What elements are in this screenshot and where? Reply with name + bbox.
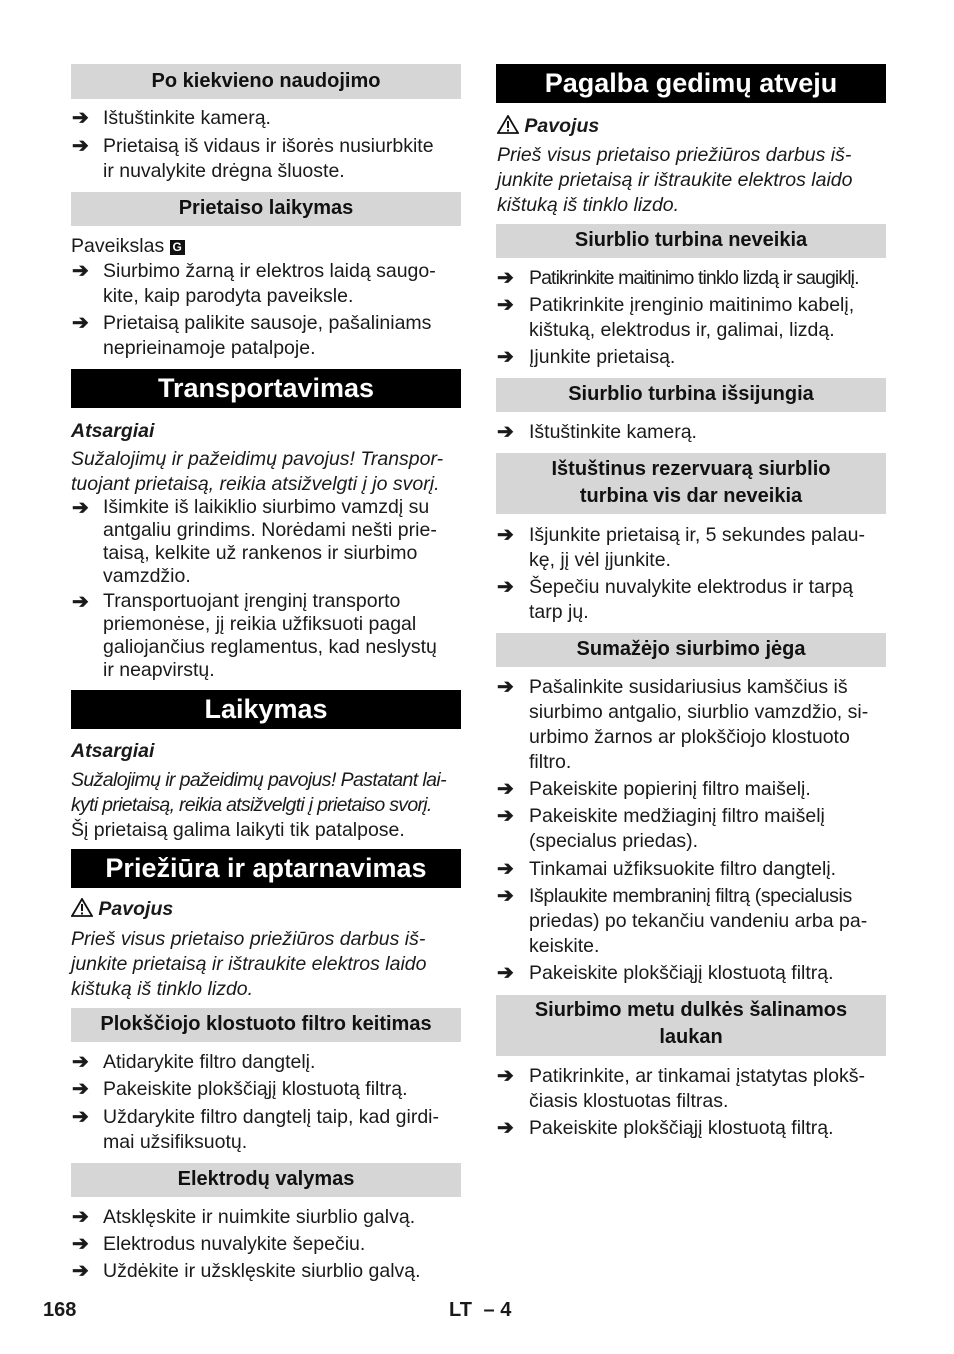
- list-item: Transportuojant įrenginį transporto: [103, 590, 401, 612]
- heading-still-not-working: Ištuštinus rezervuarą siurblio turbina vis dar neveikia: [496, 453, 886, 514]
- arrow-right-icon: ➔: [497, 676, 514, 698]
- warning-text: junkite prietaisą ir ištraukite elektros laido: [497, 169, 853, 191]
- heading-keeping: Laikymas: [71, 690, 461, 729]
- arrow-right-icon: ➔: [497, 576, 514, 598]
- arrow-right-icon: ➔: [497, 1065, 514, 1087]
- list-item: Pakeiskite plokščiąjį klostuotą filtrą.: [103, 1078, 408, 1100]
- arrow-right-icon: ➔: [72, 1260, 89, 1282]
- arrow-right-icon: ➔: [497, 294, 514, 316]
- list-item: Pakeiskite plokščiąjį klostuotą filtrą.: [529, 962, 834, 984]
- arrow-right-icon: ➔: [72, 1233, 89, 1255]
- list-item: Patikrinkite maitinimo tinklo lizdą ir saugiklį.: [529, 267, 859, 289]
- arrow-right-icon: ➔: [72, 1106, 89, 1128]
- list-item: neprieinamoje patalpoje.: [103, 337, 316, 359]
- list-item: urbimo žarnos ar plokščiojo klostuoto: [529, 726, 850, 748]
- footer-label: [449, 1298, 511, 1323]
- list-item: priemonėse, jį reikia užfiksuoti pagal: [103, 613, 417, 635]
- list-item: antgaliu grindims. Norėdami nešti prie-: [103, 519, 437, 541]
- heading-suction-reduced: Sumažėjo siurbimo jėga: [496, 633, 886, 667]
- list-item: filtro.: [529, 751, 572, 773]
- arrow-right-icon: ➔: [497, 267, 514, 289]
- list-item: Atsklęskite ir nuimkite siurblio galvą.: [103, 1206, 416, 1228]
- arrow-right-icon: ➔: [72, 497, 89, 519]
- warning-text: Sužalojimų ir pažeidimų pavojus! Transpor-: [71, 448, 444, 470]
- figure-label: Paveikslas: [71, 235, 165, 257]
- danger-label: Pavojus: [71, 897, 173, 922]
- heading-after-use: Po kiekvieno naudojimo: [71, 64, 461, 99]
- warning-text: kištuką iš tinklo lizdo.: [497, 194, 680, 216]
- arrow-right-icon: ➔: [72, 312, 89, 334]
- arrow-right-icon: ➔: [72, 260, 89, 282]
- arrow-right-icon: ➔: [72, 1206, 89, 1228]
- arrow-right-icon: ➔: [72, 1051, 89, 1073]
- warning-text: Prieš visus prietaiso priežiūros darbus iš-: [71, 928, 426, 950]
- caution-label: Atsargiai: [71, 420, 155, 442]
- footer-lang: LT: [449, 1299, 472, 1321]
- list-item: Ištuštinkite kamerą.: [529, 421, 697, 443]
- arrow-right-icon: ➔: [72, 591, 89, 613]
- list-item: Šepečiu nuvalykite elektrodus ir tarpą: [529, 576, 854, 598]
- list-item: Ištuštinkite kamerą.: [103, 107, 271, 129]
- arrow-right-icon: ➔: [497, 778, 514, 800]
- list-item: (specialus priedas).: [529, 830, 699, 852]
- list-item: Prietaisą palikite sausoje, pašaliniams: [103, 312, 432, 334]
- list-item: Įjunkite prietaisą.: [529, 346, 676, 368]
- heading-turbine-off: Siurblio turbina išsijungia: [496, 378, 886, 412]
- heading-filter-change: Plokščiojo klostuoto filtro keitimas: [71, 1008, 461, 1042]
- list-item: Išjunkite prietaisą ir, 5 sekundes palau-: [529, 524, 866, 546]
- list-item: Išimkite iš laikiklio siurbimo vamzdį su: [103, 496, 430, 518]
- list-item: siurbimo antgalio, siurblio vamzdžio, si-: [529, 701, 869, 723]
- list-item: Išplaukite membraninį filtrą (specialusis: [529, 885, 852, 907]
- figure-letter-badge: G: [170, 240, 185, 255]
- list-item: keiskite.: [529, 935, 600, 957]
- warning-triangle-icon: [71, 898, 93, 917]
- list-item: Uždarykite filtro dangtelį taip, kad girdi-: [103, 1106, 439, 1128]
- heading-dust-out: Siurbimo metu dulkės šalinamos laukan: [496, 995, 886, 1056]
- list-item: Atidarykite filtro dangtelį.: [103, 1051, 316, 1073]
- list-item: Elektrodus nuvalykite šepečiu.: [103, 1233, 366, 1255]
- warning-text: tuojant prietaisą, reikia atsižvelgti į jo svorį.: [71, 473, 440, 495]
- list-item: Prietaisą iš vidaus ir išorės nusiurbkite: [103, 135, 434, 157]
- heading-electrodes: Elektrodų valymas: [71, 1163, 461, 1197]
- list-item: kite, kaip parodyta paveiksle.: [103, 285, 354, 307]
- list-item: Patikrinkite įrenginio maitinimo kabelį,: [529, 294, 855, 316]
- arrow-right-icon: ➔: [497, 421, 514, 443]
- list-item: kę, jį vėl įjunkite.: [529, 549, 671, 571]
- arrow-right-icon: ➔: [497, 962, 514, 984]
- list-item: Pakeiskite medžiaginį filtro maišelį: [529, 805, 825, 827]
- arrow-right-icon: ➔: [497, 346, 514, 368]
- note-text: Šį prietaisą galima laikyti tik patalpose.: [71, 819, 405, 841]
- list-item: Tinkamai užfiksuokite filtro dangtelį.: [529, 858, 837, 880]
- caution-label: Atsargiai: [71, 740, 155, 762]
- list-item: vamzdžio.: [103, 565, 191, 587]
- arrow-right-icon: ➔: [72, 107, 89, 129]
- arrow-right-icon: ➔: [72, 135, 89, 157]
- list-item: mai užsifiksuotų.: [103, 1131, 248, 1153]
- list-item: kištuką, elektrodus ir, galimai, lizdą.: [529, 319, 835, 341]
- warning-triangle-icon: [497, 115, 519, 134]
- list-item: priedas) po tekančiu vandeniu arba pa-: [529, 910, 868, 932]
- list-item: Pakeiskite plokščiąjį klostuotą filtrą.: [529, 1117, 834, 1139]
- list-item: Pakeiskite popierinį filtro maišelį.: [529, 778, 811, 800]
- heading-maintenance: Priežiūra ir aptarnavimas: [71, 849, 461, 888]
- list-item: Siurbimo žarną ir elektros laidą saugo-: [103, 260, 436, 282]
- heading-turbine-not-working: Siurblio turbina neveikia: [496, 224, 886, 258]
- page-number: 168: [43, 1299, 77, 1321]
- warning-text: kištuką iš tinklo lizdo.: [71, 978, 254, 1000]
- heading-storage: Prietaiso laikymas: [71, 192, 461, 226]
- footer-page-ref: – 4: [483, 1299, 512, 1321]
- arrow-right-icon: ➔: [497, 1117, 514, 1139]
- list-item: ir neapvirstų.: [103, 659, 215, 681]
- list-item: čiasis klostuotas filtras.: [529, 1090, 729, 1112]
- warning-text: kyti prietaisą, reikia atsižvelgti į prietaiso svorį.: [71, 794, 432, 816]
- warning-text: Prieš visus prietaiso priežiūros darbus iš-: [497, 144, 852, 166]
- list-item: taisą, kelkite už rankenos ir siurbimo: [103, 542, 418, 564]
- arrow-right-icon: ➔: [497, 524, 514, 546]
- list-item: tarp jų.: [529, 601, 589, 623]
- heading-transport: Transportavimas: [71, 369, 461, 408]
- list-item: galiojančius reglamentus, kad neslystų: [103, 636, 437, 658]
- list-item: Uždėkite ir užsklęskite siurblio galvą.: [103, 1260, 421, 1282]
- danger-label: Pavojus: [497, 114, 599, 139]
- list-item: ir nuvalykite drėgna šluoste.: [103, 160, 345, 182]
- arrow-right-icon: ➔: [497, 805, 514, 827]
- figure-reference: [71, 234, 185, 259]
- heading-troubleshooting: Pagalba gedimų atveju: [496, 64, 886, 103]
- warning-text: Sužalojimų ir pažeidimų pavojus! Pastatant lai-: [71, 769, 446, 791]
- arrow-right-icon: ➔: [497, 858, 514, 880]
- list-item: Pašalinkite susidariusius kamščius iš: [529, 676, 848, 698]
- arrow-right-icon: ➔: [72, 1078, 89, 1100]
- warning-text: junkite prietaisą ir ištraukite elektros laido: [71, 953, 427, 975]
- arrow-right-icon: ➔: [497, 885, 514, 907]
- list-item: Patikrinkite, ar tinkamai įstatytas plokš-: [529, 1065, 865, 1087]
